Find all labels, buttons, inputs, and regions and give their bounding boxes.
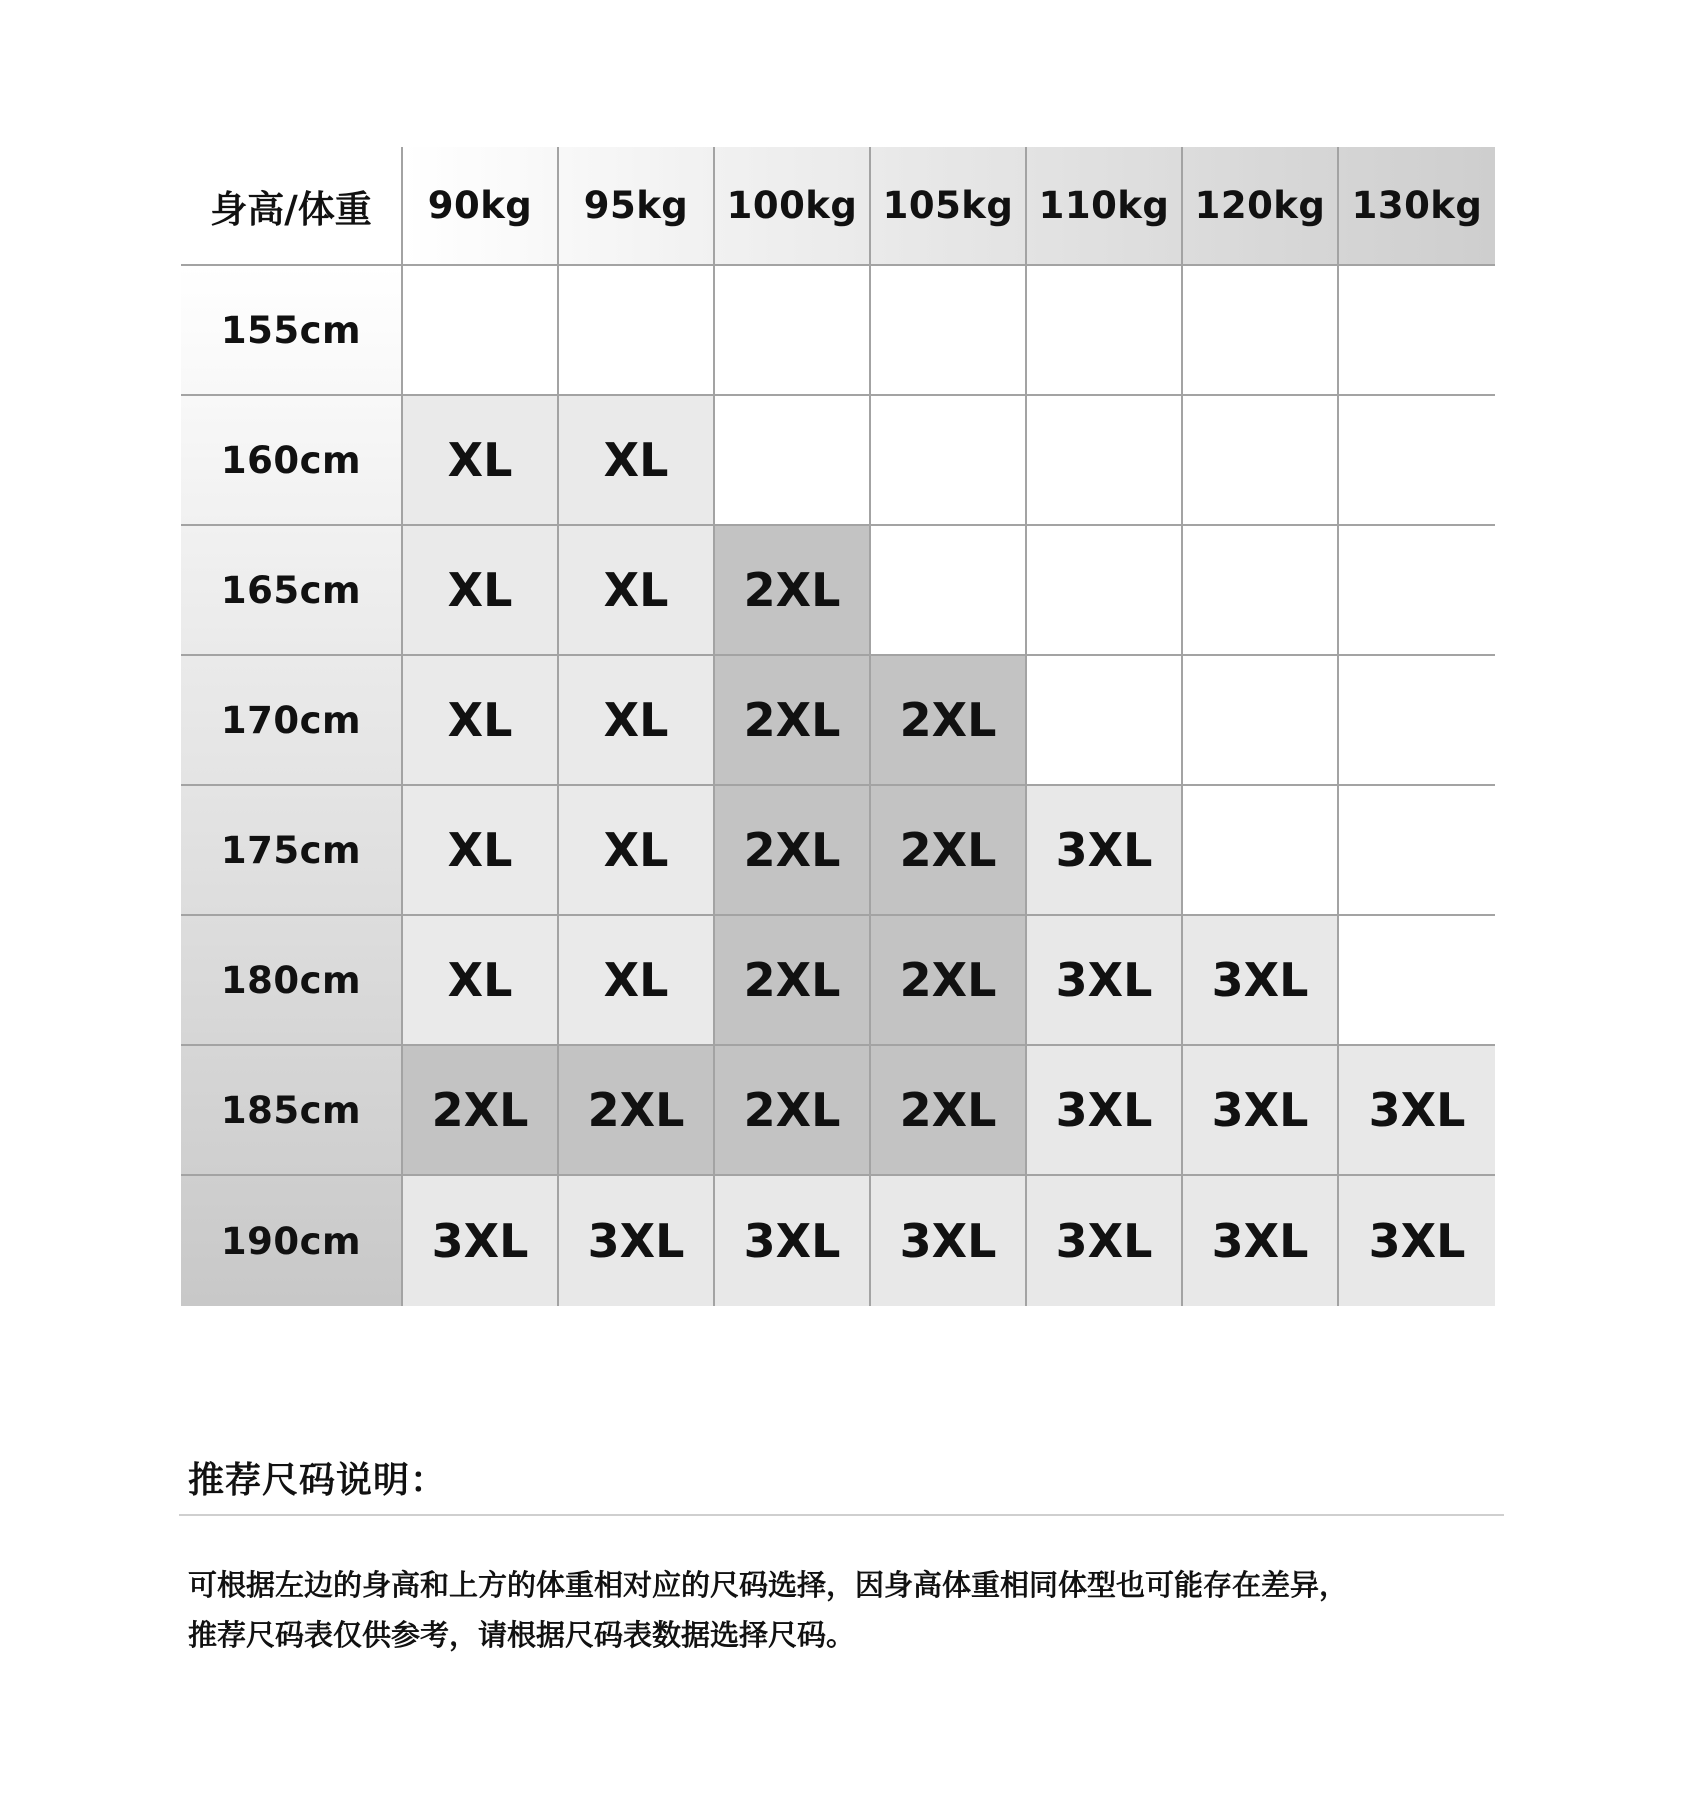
size-cell: 2XL — [871, 916, 1027, 1046]
size-chart-table — [181, 147, 1497, 1307]
size-cell: 3XL — [715, 1176, 871, 1306]
weight-header: 110kg — [1027, 147, 1183, 266]
size-cell: 2XL — [559, 1046, 715, 1176]
height-header: 165cm — [181, 526, 403, 656]
size-cell: XL — [559, 396, 715, 526]
size-cell: 2XL — [871, 656, 1027, 786]
size-cell — [1183, 656, 1339, 786]
size-cell: 3XL — [1027, 786, 1183, 916]
size-cell: 2XL — [715, 916, 871, 1046]
size-cell — [1183, 396, 1339, 526]
height-header: 170cm — [181, 656, 403, 786]
size-cell — [403, 266, 559, 396]
size-cell: 3XL — [1339, 1046, 1495, 1176]
size-cell: 3XL — [559, 1176, 715, 1306]
notes-title: 推荐尺码说明： — [188, 1460, 448, 1501]
size-cell: XL — [403, 786, 559, 916]
size-cell — [1339, 916, 1495, 1046]
size-cell: XL — [403, 916, 559, 1046]
size-cell: 3XL — [1183, 1046, 1339, 1176]
size-cell: 3XL — [1027, 1176, 1183, 1306]
size-cell: 2XL — [715, 526, 871, 656]
size-cell — [1027, 396, 1183, 526]
size-cell: 2XL — [715, 786, 871, 916]
weight-header: 120kg — [1183, 147, 1339, 266]
size-cell: 3XL — [1339, 1176, 1495, 1306]
weight-header: 90kg — [403, 147, 559, 266]
size-cell: 2XL — [871, 1046, 1027, 1176]
size-cell: 3XL — [1183, 1176, 1339, 1306]
size-cell: XL — [403, 656, 559, 786]
size-cell: XL — [559, 656, 715, 786]
size-cell: 2XL — [871, 786, 1027, 916]
size-cell: 3XL — [1027, 916, 1183, 1046]
weight-header: 105kg — [871, 147, 1027, 266]
height-header: 190cm — [181, 1176, 403, 1306]
size-cell — [1183, 266, 1339, 396]
size-cell: 3XL — [1183, 916, 1339, 1046]
size-cell — [871, 396, 1027, 526]
size-cell — [1183, 786, 1339, 916]
corner-label: 身高/体重 — [181, 147, 403, 266]
size-cell — [715, 396, 871, 526]
notes-divider — [179, 1514, 1504, 1516]
notes-body — [188, 1560, 1528, 1660]
height-header: 185cm — [181, 1046, 403, 1176]
size-cell — [871, 266, 1027, 396]
size-cell — [1339, 656, 1495, 786]
weight-header: 95kg — [559, 147, 715, 266]
size-cell: 2XL — [715, 1046, 871, 1176]
size-cell — [1027, 526, 1183, 656]
size-cell: 3XL — [871, 1176, 1027, 1306]
size-cell — [1339, 266, 1495, 396]
size-cell — [1339, 526, 1495, 656]
size-cell: XL — [559, 526, 715, 656]
size-cell: 3XL — [403, 1176, 559, 1306]
notes-line: 可根据左边的身高和上方的体重相对应的尺码选择，因身高体重相同体型也可能存在差异， — [188, 1568, 1349, 1602]
size-cell: 2XL — [715, 656, 871, 786]
size-cell — [1183, 526, 1339, 656]
size-cell: XL — [559, 916, 715, 1046]
height-header: 180cm — [181, 916, 403, 1046]
size-cell — [1027, 266, 1183, 396]
size-cell — [559, 266, 715, 396]
size-cell: XL — [403, 526, 559, 656]
height-header: 175cm — [181, 786, 403, 916]
size-cell — [715, 266, 871, 396]
weight-header: 130kg — [1339, 147, 1495, 266]
height-header: 155cm — [181, 266, 403, 396]
size-cell: 2XL — [403, 1046, 559, 1176]
size-cell: XL — [559, 786, 715, 916]
notes-line: 推荐尺码表仅供参考，请根据尺码表数据选择尺码。 — [188, 1618, 856, 1652]
size-cell — [1339, 396, 1495, 526]
weight-header: 100kg — [715, 147, 871, 266]
size-cell — [1339, 786, 1495, 916]
size-cell — [1027, 656, 1183, 786]
size-cell — [871, 526, 1027, 656]
height-header: 160cm — [181, 396, 403, 526]
size-cell: XL — [403, 396, 559, 526]
size-cell: 3XL — [1027, 1046, 1183, 1176]
